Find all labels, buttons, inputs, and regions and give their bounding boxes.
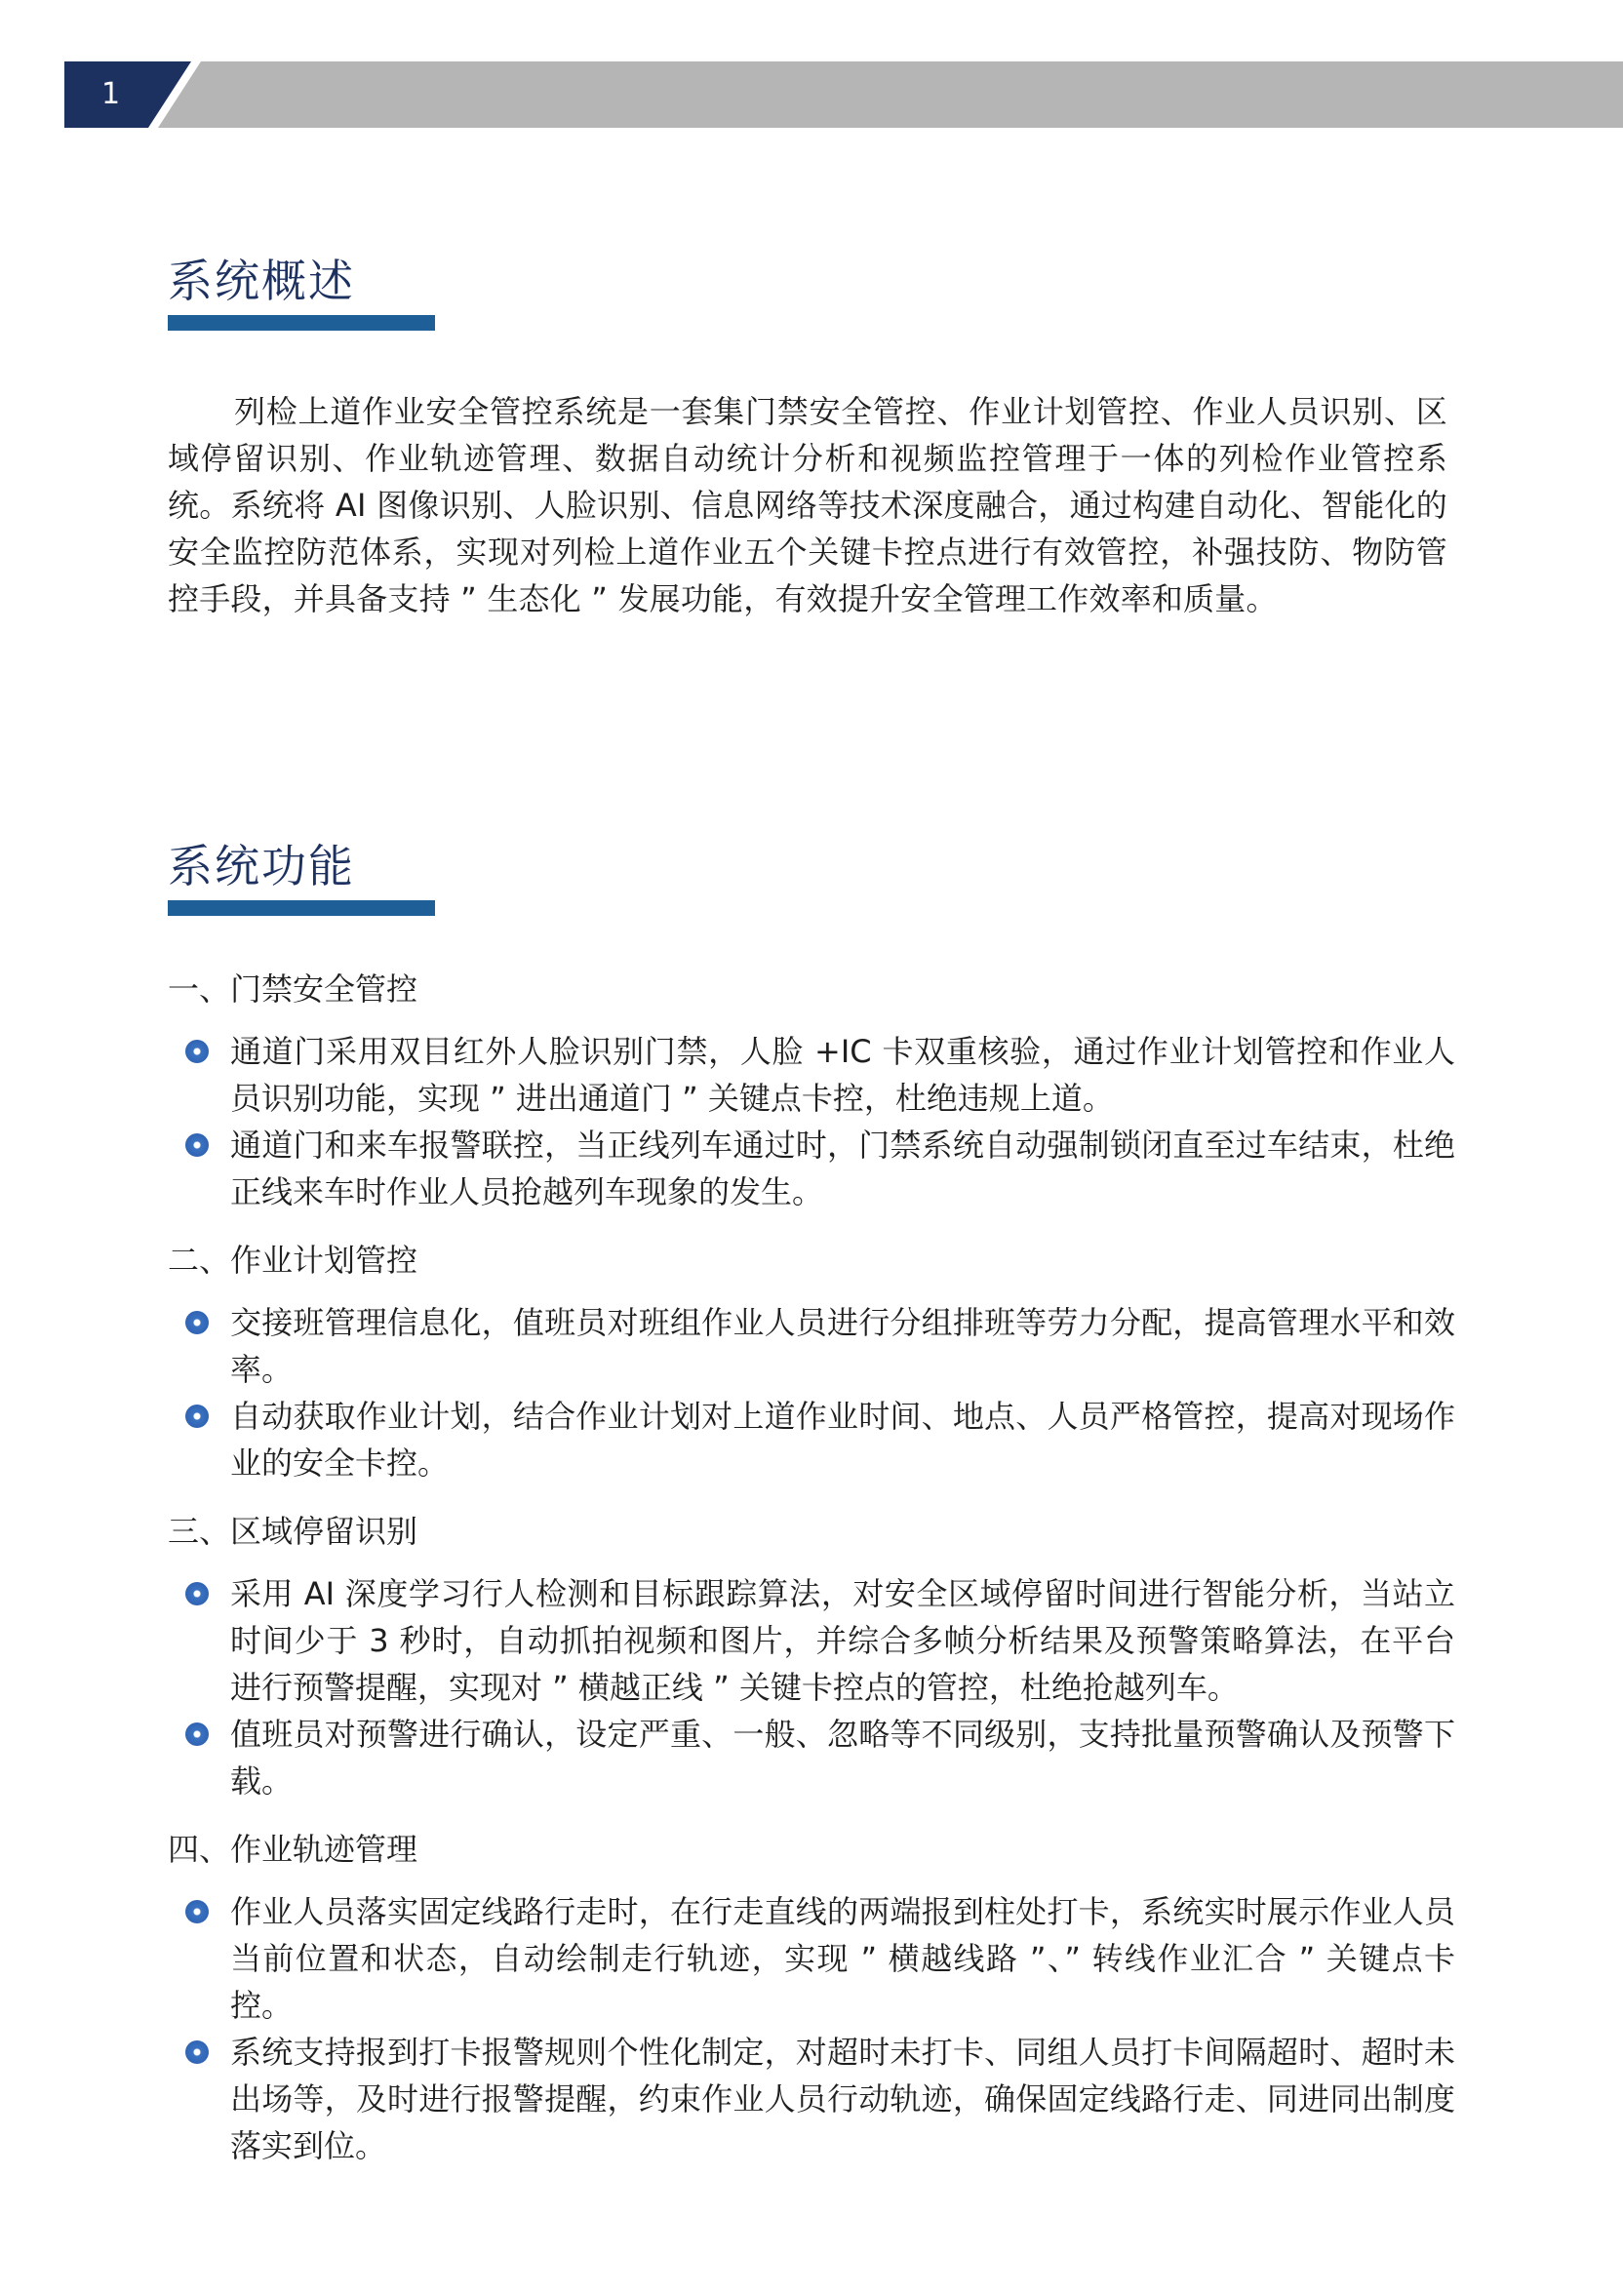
group-heading: 二、作业计划管控: [168, 1242, 418, 1279]
bullet-icon: [185, 1582, 209, 1605]
bullet-icon: [185, 2040, 209, 2064]
list-item: [168, 1570, 1455, 1711]
group-heading: 一、门禁安全管控: [168, 970, 418, 1008]
overview-paragraph: 列检上道作业安全管控系统是一套集门禁安全管控、作业计划管控、作业人员识别、区域停留识别、作业轨迹管理、数据自动统计分析和视频监控管理于一体的列检作业管控系统。系统将 AI 图像识别、人脸识别、信息网络等技术深度融合，通过构建自动化、智能化的安全监控防范体系，实现对列检上道作业五个关键卡控点进行有效管控，补强技防、物防管控手段，并具备支持 ” 生态化 ” 发展功能，有效提升安全管理工作效率和质量。: [168, 393, 1447, 617]
list-item: [168, 1028, 1455, 1122]
bullet-icon: [185, 1311, 209, 1334]
function-group-area-dwell: [168, 1508, 1455, 1804]
header-gray-band: [158, 61, 1623, 128]
list-item-text: 作业人员落实固定线路行走时，在行走直线的两端报到柱处打卡，系统实时展示作业人员当前位置和状态，自动绘制走行轨迹，实现 ” 横越线路 ”、” 转线作业汇合 ” 关键点卡控。: [230, 1893, 1455, 2024]
bullet-icon: [185, 1900, 209, 1923]
list-item: [168, 1393, 1455, 1486]
bullet-icon: [185, 1040, 209, 1063]
group-heading: 三、区域停留识别: [168, 1513, 418, 1550]
overview-title-underline: [168, 315, 435, 331]
functions-list: [168, 966, 1455, 2191]
list-item: [168, 1299, 1455, 1393]
header-ribbon: [0, 61, 1623, 128]
page-number: 1: [101, 77, 121, 111]
bullet-icon: [185, 1722, 209, 1746]
header-ribbon-graphic: [0, 61, 1623, 128]
overview-title: 系统概述: [168, 255, 355, 307]
list-item: [168, 1888, 1455, 2029]
list-item-text: 值班员对预警进行确认，设定严重、一般、忽略等不同级别，支持批量预警确认及预警下载。: [230, 1716, 1455, 1800]
list-item-text: 系统支持报到打卡报警规则个性化制定，对超时未打卡、同组人员打卡间隔超时、超时未出场等，及时进行报警提醒，约束作业人员行动轨迹，确保固定线路行走、同进同出制度落实到位。: [230, 2034, 1455, 2164]
function-group-access-control: [168, 966, 1455, 1215]
bullet-icon: [185, 1405, 209, 1428]
overview-body: [168, 388, 1447, 622]
function-group-track-management: [168, 1826, 1455, 2169]
list-item-text: 通道门和来车报警联控，当正线列车通过时，门禁系统自动强制锁闭直至过车结束，杜绝正线来车时作业人员抢越列车现象的发生。: [230, 1127, 1455, 1210]
functions-title: 系统功能: [168, 840, 355, 892]
list-item-text: 交接班管理信息化，值班员对班组作业人员进行分组排班等劳力分配，提高管理水平和效率。: [230, 1304, 1455, 1388]
list-item-text: 通道门采用双目红外人脸识别门禁，人脸 +IC 卡双重核验，通过作业计划管控和作业人员识别功能，实现 ” 进出通道门 ” 关键点卡控，杜绝违规上道。: [230, 1033, 1455, 1117]
list-item-text: 自动获取作业计划，结合作业计划对上道作业时间、地点、人员严格管控，提高对现场作业的安全卡控。: [230, 1398, 1455, 1482]
list-item: [168, 2029, 1455, 2169]
functions-title-underline: [168, 900, 435, 916]
bullet-icon: [185, 1133, 209, 1157]
group-heading: 四、作业轨迹管理: [168, 1831, 418, 1868]
function-group-work-plan: [168, 1237, 1455, 1486]
list-item: [168, 1711, 1455, 1804]
list-item-text: 采用 AI 深度学习行人检测和目标跟踪算法，对安全区域停留时间进行智能分析，当站立时间少于 3 秒时，自动抓拍视频和图片，并综合多帧分析结果及预警策略算法，在平台进行预警提醒，实现对 ” 横越正线 ” 关键卡控点的管控，杜绝抢越列车。: [230, 1575, 1455, 1706]
list-item: [168, 1122, 1455, 1215]
